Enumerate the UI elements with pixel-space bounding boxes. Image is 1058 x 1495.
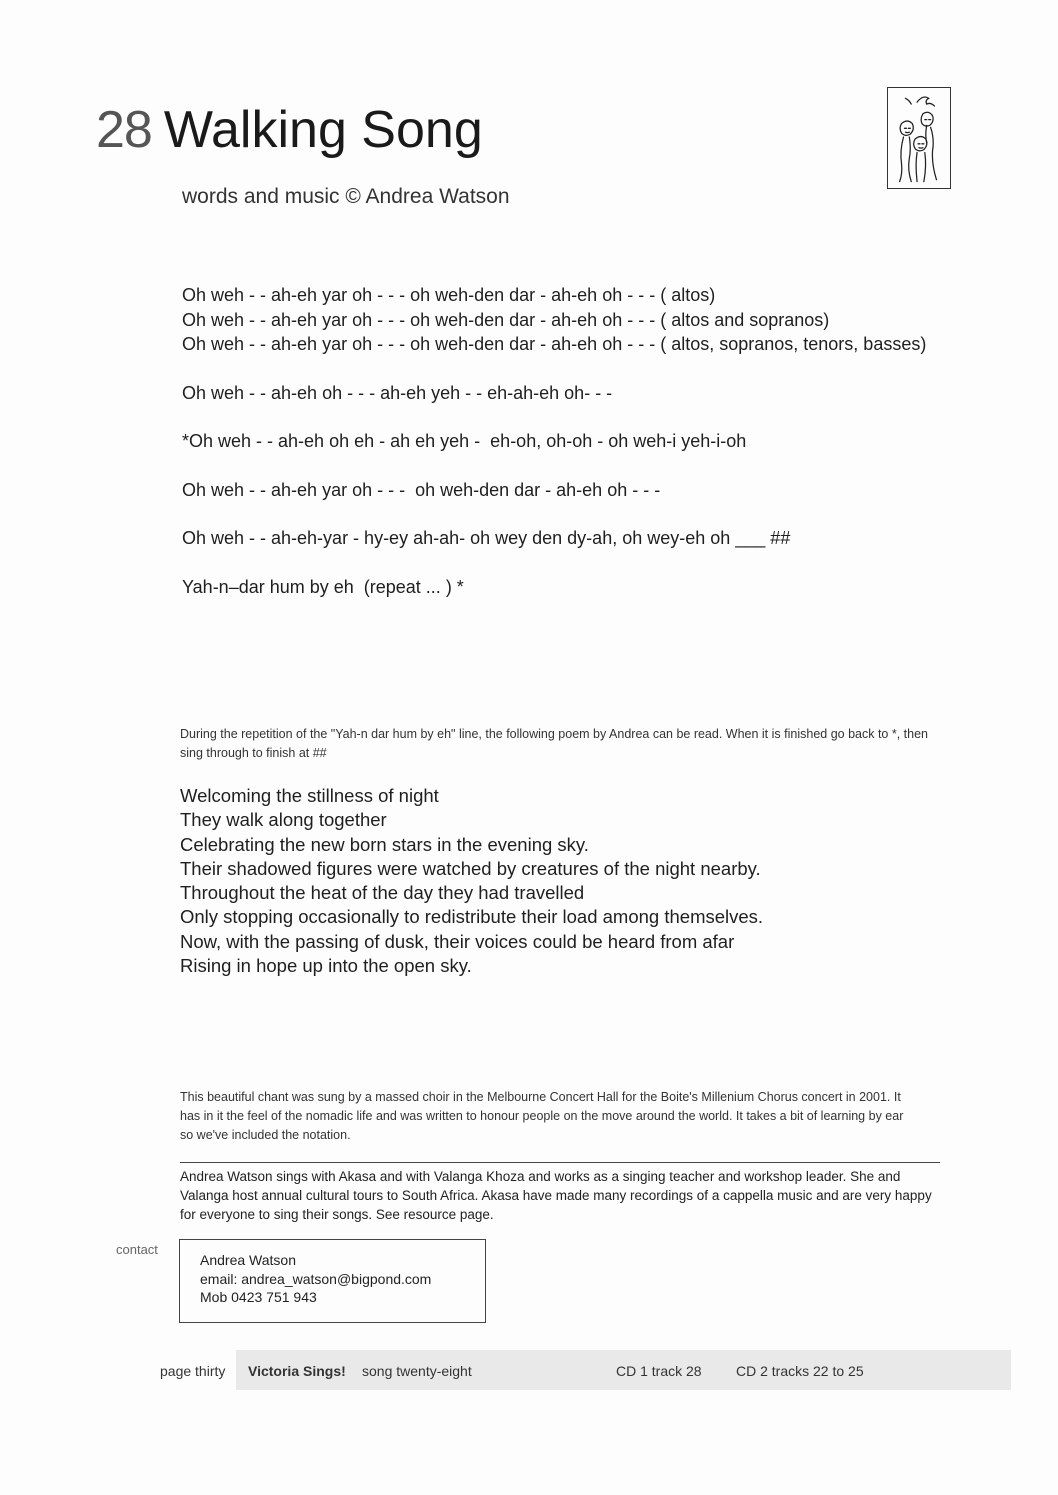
lyric-line: Oh weh - - ah-eh yar oh - - - oh weh-den dar - ah-eh oh - - - ( altos) — [182, 285, 716, 305]
poem-line: Now, with the passing of dusk, their voices could be heard from afar — [180, 930, 735, 952]
contact-label: contact — [116, 1242, 158, 1257]
page-title — [96, 100, 483, 160]
lyric-line: Oh weh - - ah-eh yar oh - - - oh weh-den dar - ah-eh oh - - - ( altos and sopranos) — [182, 309, 830, 330]
performance-instruction: During the repetition of the "Yah-n dar hum by eh" line, the following poem by Andrea can be read. When it is finished go back to *, then sing through to finish at ## — [180, 727, 928, 760]
page-number: page thirty — [160, 1363, 226, 1379]
lyric-line: Yah-n–dar hum by eh (repeat ... ) * — [182, 576, 464, 597]
poem-line: Only stopping occasionally to redistribute their load among themselves. — [180, 906, 764, 928]
song-index: song twenty-eight — [362, 1363, 472, 1379]
poem-line: Rising in hope up into the open sky. — [180, 955, 472, 977]
contact-email: email: andrea_watson@bigpond.com — [200, 1270, 432, 1287]
song-number: 28 — [96, 101, 152, 159]
poem-line: Throughout the heat of the day they had travelled — [180, 882, 585, 904]
singers-illustration-icon — [887, 87, 951, 189]
poem-line: Welcoming the stillness of night — [180, 785, 439, 806]
poem-line: Their shadowed figures were watched by creatures of the night nearby. — [180, 857, 761, 879]
lyric-line: *Oh weh - - ah-eh oh eh - ah eh yeh - eh-oh, oh-oh - oh weh-i yeh-i-oh — [182, 431, 747, 451]
lyric-line: Oh weh - - ah-eh yar oh - - - oh weh-den dar - ah-eh oh - - - — [182, 479, 661, 500]
contact-name: Andrea Watson — [200, 1252, 296, 1268]
poem — [180, 784, 763, 978]
lyric-line: Oh weh - - ah-eh oh - - - ah-eh yeh - - eh-ah-eh oh- - - — [182, 382, 613, 403]
author-bio: Andrea Watson sings with Akasa and with Valanga Khoza and works as a singing teacher and workshop leader. She and Valanga host annual cultural tours to South Africa. Akasa have made many recordings of a cappella music and are very happy for everyone to sing their songs. See resource page. — [180, 1169, 932, 1222]
contact-mobile: Mob 0423 751 943 — [200, 1289, 317, 1305]
cd2-tracks: CD 2 tracks 22 to 25 — [736, 1363, 864, 1379]
cd1-track: CD 1 track 28 — [616, 1363, 702, 1379]
song-note: This beautiful chant was sung by a massed choir in the Melbourne Concert Hall for the Boite's Millenium Chorus concert in 2001. It has in it the feel of the nomadic life and was written to honour people on the move around the world. It takes a bit of learning by ear so we've included the notation. — [180, 1090, 904, 1142]
song-credit: words and music © Andrea Watson — [182, 185, 510, 208]
song-title: Walking Song — [163, 101, 483, 159]
poem-line: They walk along together — [180, 809, 387, 831]
lyrics — [182, 283, 962, 599]
poem-line: Celebrating the new born stars in the evening sky. — [180, 833, 589, 855]
publication-name: Victoria Sings! — [248, 1363, 346, 1379]
lyric-line: Oh weh - - ah-eh-yar - hy-ey ah-ah- oh wey den dy-ah, oh wey-eh oh ___ ## — [182, 528, 791, 548]
contact-box — [179, 1239, 486, 1323]
lyric-line: Oh weh - - ah-eh yar oh - - - oh weh-den dar - ah-eh oh - - - ( altos, sopranos, tenors, basses) — [182, 334, 927, 354]
divider — [180, 1162, 940, 1163]
